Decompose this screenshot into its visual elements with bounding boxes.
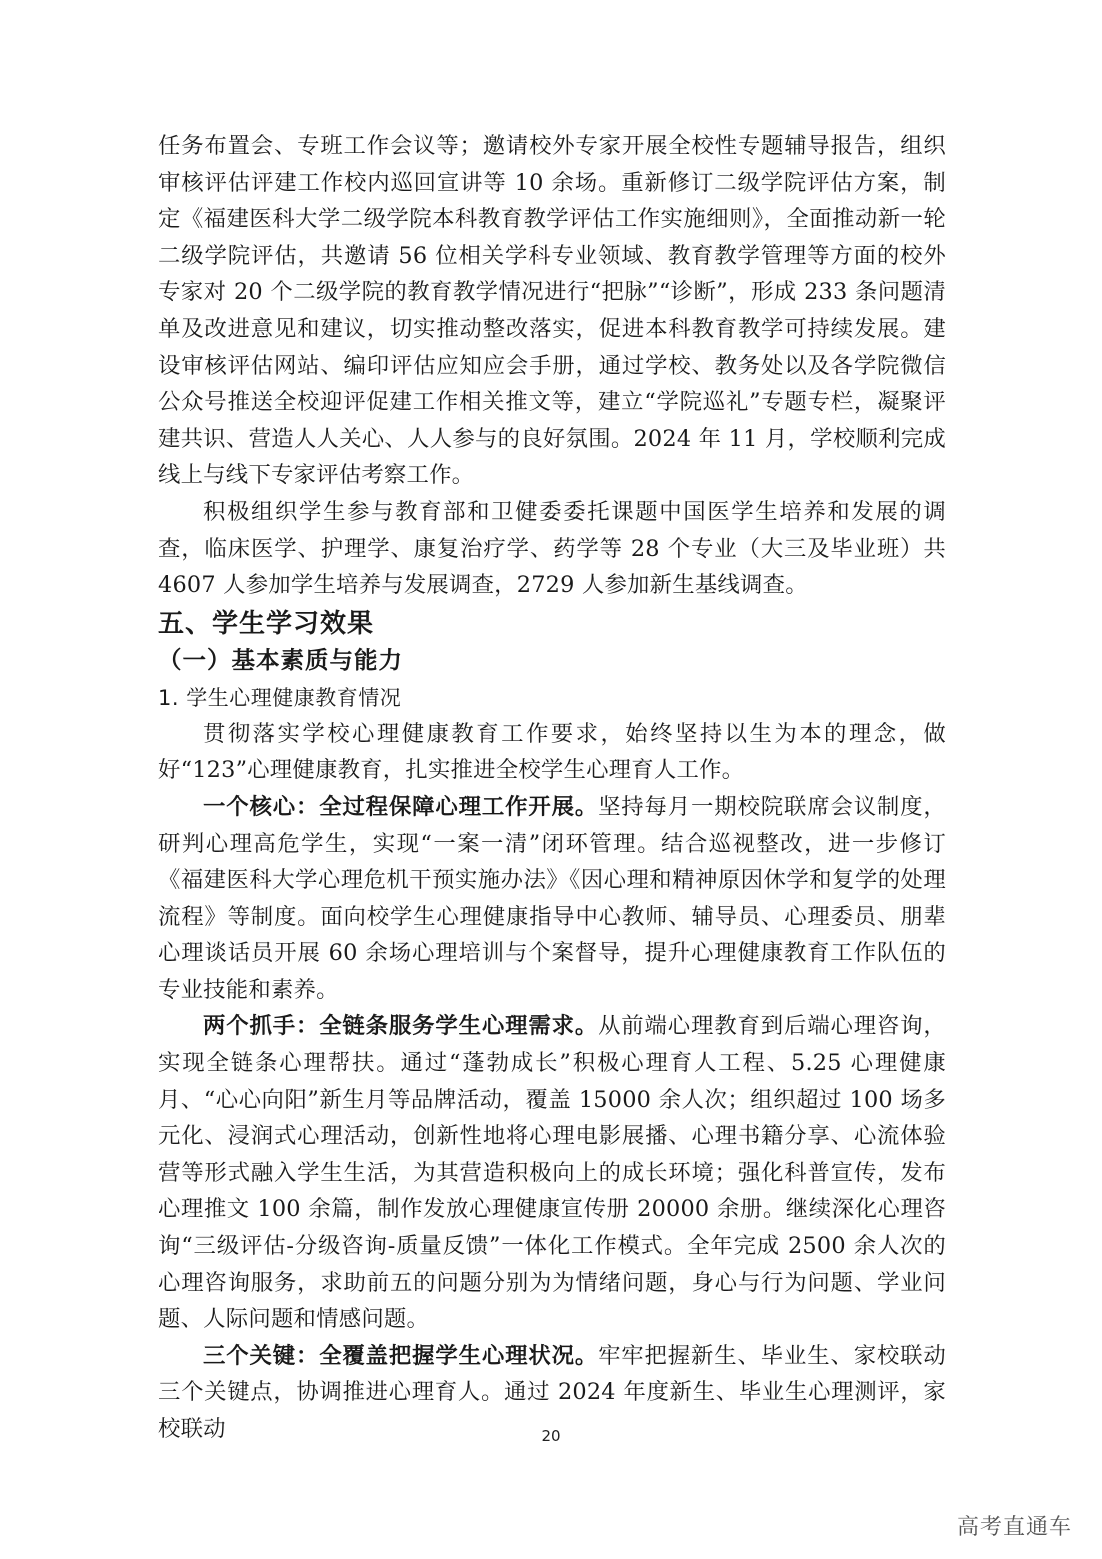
subsection-heading: （一）基本素质与能力 (158, 645, 403, 674)
paragraph-core-body: 坚持每月一期校院联席会议制度，研判心理高危学生，实现“一案一清”闭环管理。结合巡视整改，进一步修订《福建医科大学心理危机干预实施办法》《因心理和精神原因休学和复学的处理流程》等制度。面向校学生心理健康指导中心教师、辅导员、心理委员、朋辈心理谈话员开展 60 余场心理培训与个案督导，提升心理健康教育工作队伍的专业技能和素养。 (158, 793, 946, 1003)
document-body (158, 128, 946, 1448)
paragraph-keys-lead: 三个关键：全覆盖把握学生心理状况。 (203, 1342, 599, 1369)
paragraph-core (158, 789, 946, 1009)
paragraph-handles-body: 从前端心理教育到后端心理咨询，实现全链条心理帮扶。通过“蓬勃成长”积极心理育人工程、5.25 心理健康月、“心心向阳”新生月等品牌活动，覆盖 15000 余人次；组织超过 100 场多元化、浸润式心理活动，创新性地将心理电影展播、心理书籍分享、心流体验营等形式融入学生生活，为其营造积极向上的成长环境；强化科普宣传，发布心理推文 100 余篇，制作发放心理健康宣传册 20000 余册。继续深化心理咨询“三级评估-分级咨询-质量反馈”一体化工作模式。全年完成 2500 余人次的心理咨询服务，求助前五的问题分别为为情绪问题，身心与行为问题、学业问题、人际问题和情感问题。 (158, 1013, 946, 1333)
paragraph-core-lead: 一个核心：全过程保障心理工作开展。 (203, 793, 599, 820)
watermark-text: 高考直通车 (956, 1515, 1072, 1540)
paragraph-student-survey: 积极组织学生参与教育部和卫健委委托课题中国医学生培养和发展的调查，临床医学、护理学、康复治疗学、药学等 28 个专业（大三及毕业班）共 4607 人参加学生培养与发展调查，2729 人参加新生基线调查。 (158, 498, 946, 599)
paragraph-handles (158, 1008, 946, 1337)
section-heading: 五、学生学习效果 (158, 608, 375, 639)
subsubsection-heading: 1. 学生心理健康教育情况 (158, 685, 402, 710)
page-number: 20 (541, 1427, 561, 1445)
paragraph-keys-body: 牢牢把握新生、毕业生、家校联动三个关键点，协调推进心理育人。通过 2024 年度新生、毕业生心理测评，家校联动 (158, 1342, 946, 1442)
paragraph-evaluation-work: 任务布置会、专班工作会议等；邀请校外专家开展全校性专题辅导报告，组织审核评估评建工作校内巡回宣讲等 10 余场。重新修订二级学院评估方案，制定《福建医科大学二级学院本科教育教学评估工作实施细则》，全面推动新一轮二级学院评估，共邀请 56 位相关学科专业领域、教育教学管理等方面的校外专家对 20 个二级学院的教育教学情况进行“把脉”“诊断”，形成 233 条问题清单及改进意见和建议，切实推动整改落实，促进本科教育教学可持续发展。建设审核评估网站、编印评估应知应会手册，通过学校、教务处以及各学院微信公众号推送全校迎评促建工作相关推文等，建立“学院巡礼”专题专栏，凝聚评建共识、营造人人关心、人人参与的良好氛围。2024 年 11 月，学校顺利完成线上与线下专家评估考察工作。 (158, 133, 946, 489)
paragraph-intro: 贯彻落实学校心理健康教育工作要求，始终坚持以生为本的理念，做好“123”心理健康教育，扎实推进全校学生心理育人工作。 (158, 720, 946, 784)
paragraph-handles-lead: 两个抓手：全链条服务学生心理需求。 (203, 1013, 599, 1040)
